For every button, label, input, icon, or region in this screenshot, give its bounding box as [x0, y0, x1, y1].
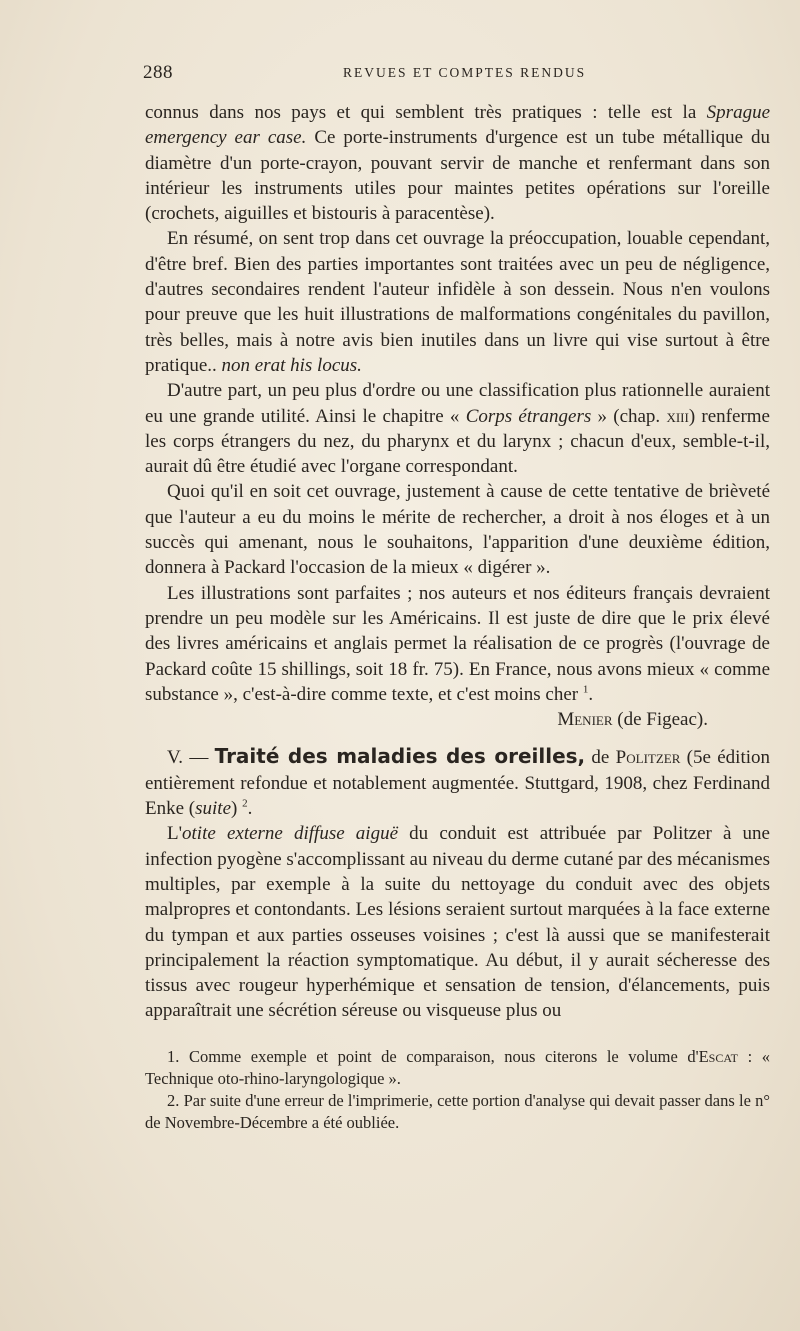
- paragraph-sprague: [145, 100, 770, 226]
- footnotes: [145, 1046, 770, 1134]
- text-run: Ce porte-instruments d'urgence est un tube métallique du diamètre d'un porte-crayon, pouvant servir de manche et renfermant dans son intérieur les instruments utiles pour maintes petites opérations sur l'oreille (crochets, aiguilles et bistouris à paracentèse).: [145, 127, 770, 225]
- footnote-2: 2. Par suite d'une erreur de l'imprimerie, cette portion d'analyse qui devait passer dans le n° de Novembre-Décembre a été oubliée.: [145, 1090, 770, 1132]
- text-run: de: [585, 747, 616, 769]
- footnote-ref-2: 2: [242, 797, 248, 810]
- review-entry-heading: [145, 744, 770, 821]
- text-run: » (chap.: [591, 405, 667, 427]
- chapter-number: xiii: [666, 405, 689, 427]
- paragraph-resume: [145, 226, 770, 378]
- italic-suite: suite: [195, 798, 232, 820]
- page-number: 288: [143, 62, 173, 83]
- text-run: En résumé, on sent trop dans cet ouvrage la préoccupation, louable cependant, d'être bref. Bien des parties importantes sont traitées avec un peu de négligence, d'autres secondaires rendent l'auteur infidèle à son dessein. Nous n'en voulons pour preuve que les huit illustrations de malformations congénitales du pavillon, très belles, mais à notre avis bien inutiles dans un livre qui vise surtout à être pratique..: [145, 228, 770, 376]
- italic-term: Sprague emergency ear case.: [145, 102, 770, 149]
- italic-chapter: Corps étrangers: [465, 405, 592, 427]
- signature: [145, 707, 770, 732]
- paragraph-illustrations: [145, 581, 770, 707]
- running-title: REVUES ET COMPTES RENDUS: [343, 65, 587, 80]
- text-run: (5e édition entièrement refondue et notablement augmentée. Stuttgard, 1908, chez Ferdinand Enke (: [145, 747, 771, 820]
- text-run: .: [588, 683, 594, 705]
- text-run: .: [247, 798, 253, 820]
- footnote-1: [145, 1046, 770, 1090]
- paragraph-brevete: Quoi qu'il en soit cet ouvrage, justement à cause de cette tentative de brièveté que l'auteur a eu du moins le mérite de rechercher, a droit à nos éloges et à un succès qui amenant, nous le souhaitons, l'apparition d'une deuxième édition, donnera à Packard l'occasion de la mieux « digérer ».: [145, 481, 770, 579]
- entry-author: Politzer: [615, 747, 681, 769]
- text-run: Les illustrations sont parfaites ; nos auteurs et nos éditeurs français devraient prendre un peu modèle sur les Américains. Il est juste de dire que le prix élevé des livres américains et anglais permet la réalisation de ce progrès (l'ouvrage de Packard coûte 15 shillings, soit 18 fr. 75). En France, nous avons mieux « comme substance », c'est-à-dire comme texte, et c'est moins cher: [145, 582, 770, 705]
- text-run: du conduit est attribuée par Politzer à une infection pyogène s'accomplissant au niveau du derme cutané par des mécanismes multiples, par exemple à la suite du nettoyage du conduit avec des objets malpropres et contondants. Les lésions seraient surtout marquées à la face externe du tympan et aux parties osseuses voisines ; c'est là aussi que se manifesterait principalement la réaction symptomatique. Au début, il y aurait sécheresse des tissus avec rougeur hyperhémique et sensation de tension, d'élancements, puis apparaîtrait une sécrétion séreuse ou visqueuse plus ou: [145, 823, 770, 1022]
- text-run: D'autre part, un peu plus d'ordre ou une classification plus rationnelle auraient eu une grande utilité. Ainsi le chapitre «: [145, 380, 770, 427]
- text-run: L': [167, 823, 183, 845]
- entry-title: Traité des maladies des oreilles,: [214, 744, 586, 769]
- signature-name: Menier: [557, 709, 613, 731]
- page-header: [143, 62, 744, 88]
- text-run: ) renferme les corps étrangers du nez, du pharynx et du larynx ; chacun d'eux, semble-t-il, aurait dû être étudié avec l'organe correspondant.: [145, 405, 770, 478]
- paragraph-classification: [145, 378, 770, 479]
- text-run: ): [231, 798, 243, 820]
- text-run: 1. Comme exemple et point de comparaison, nous citerons le volume d': [167, 1046, 699, 1066]
- italic-term: otite externe diffuse aiguë: [182, 823, 399, 845]
- text-run: : « Technique oto-rhino-laryngologique ».: [145, 1046, 770, 1088]
- entry-number: V. —: [167, 747, 215, 769]
- body-text: [145, 100, 770, 1134]
- signature-place: (de Figeac).: [612, 709, 708, 731]
- footnote-ref-1: 1: [582, 683, 589, 696]
- text-run: connus dans nos pays et qui semblent très pratiques : telle est la: [145, 102, 707, 123]
- italic-latin: non erat his locus.: [221, 354, 362, 376]
- cited-author: Escat: [698, 1046, 739, 1066]
- paragraph-otite: [145, 821, 770, 1023]
